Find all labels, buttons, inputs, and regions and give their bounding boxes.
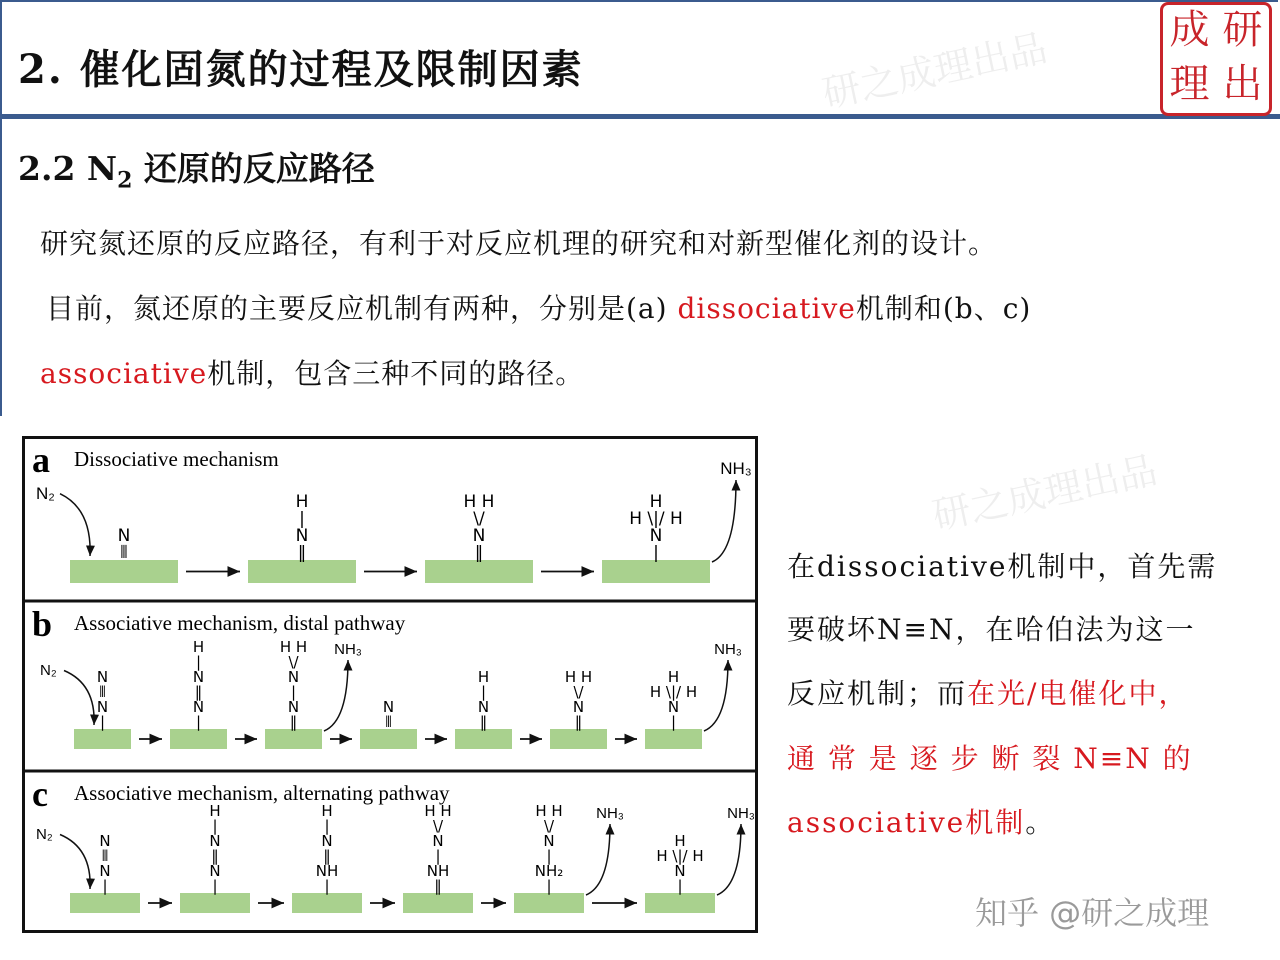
molecule-atom-label: N [99,832,111,850]
reactant-label: N₂ [36,826,53,843]
molecule-atom-label: H [649,492,663,512]
side-text-line-1: 在dissociative机制中，首先需 [787,550,1218,583]
highlight: 在光/电催化中， [967,677,1189,710]
molecule-atom-label: | [290,683,297,701]
desorption-arrow [704,660,728,731]
desorption-arrow [324,660,348,731]
side-text-line-5 [787,801,1055,841]
molecule-atom-label: H \|/ H [629,509,683,529]
molecule-atom-label: | [212,877,218,895]
molecule-atom-label: ‖ [194,683,203,701]
molecule-atom-label: N [572,698,585,716]
molecule-atom-label: | [653,543,659,563]
molecule-atom-label: | [480,683,487,701]
product-label-nh3: NH₃ [334,641,362,658]
catalyst-surface [425,560,533,583]
molecule-atom-label: ‖ [574,713,583,731]
molecule-atom-label: N [649,526,663,546]
panel-title: Associative mechanism, alternating pathway [74,781,450,805]
molecule-atom-label: | [670,713,677,731]
catalyst-surface [645,893,715,913]
highlight-associative: associative [40,357,208,390]
adsorption-arrow [60,835,90,890]
adsorption-arrow [60,494,90,556]
watermark: 研之成理出品 [818,25,1051,117]
molecule-atom-label: N [543,832,555,850]
molecule-atom-label: N [96,698,109,716]
heading-subscript: 2 [117,167,133,194]
molecule-atom-label: | [435,847,441,865]
molecule-atom-label: H H [463,492,495,512]
catalyst-surface [292,893,362,913]
molecule-atom-label: | [299,509,305,529]
molecule-atom-label: N [321,832,333,850]
catalyst-surface [248,560,356,583]
catalyst-surface [514,893,584,913]
molecule-atom-label: N [295,526,309,546]
molecule-atom-label: N [382,698,395,716]
molecule-atom-label: \/ [573,683,584,701]
heading-prefix: 2.2 N [18,149,118,188]
molecule-atom-label: H H [535,802,563,820]
molecule-atom-label: ⫴ [99,683,106,701]
paragraph-line-2 [46,287,1031,327]
text: 反应机制；而 [787,677,968,710]
molecule-atom-label: \/ [432,817,444,835]
catalyst-surface [403,893,473,913]
molecule-atom-label: N [192,698,205,716]
desorption-arrow [712,480,736,562]
desorption-arrow [586,824,610,895]
molecule-atom-label: NH [426,862,450,880]
molecule-atom-label: H [209,802,221,820]
molecule-atom-label: ‖ [297,543,307,563]
panel-letter: a [32,440,50,480]
molecule-atom-label: | [99,713,106,731]
molecule-atom-label: H \|/ H [656,847,704,865]
molecule-atom-label: H H [564,668,593,686]
text: 。 [1025,806,1056,839]
paragraph-line-3 [40,352,584,392]
adsorption-arrow [64,671,94,726]
molecule-atom-label: H H [424,802,452,820]
molecule-atom-label: ‖ [211,847,219,865]
product-label-nh3: NH₃ [720,459,752,478]
panel-title: Associative mechanism, distal pathway [74,611,406,635]
seal-char: 成 [1169,7,1210,53]
molecule-atom-label: ⫴ [385,713,392,731]
watermark: 研之成理出品 [928,447,1161,539]
molecule-atom-label: N [667,698,680,716]
molecule-atom-label: ‖ [479,713,488,731]
molecule-atom-label: | [102,877,108,895]
catalyst-surface [265,729,322,749]
panel-letter: b [32,604,53,644]
molecule-atom-label: H [674,832,686,850]
molecule-atom-label: N [192,668,205,686]
catalyst-surface [170,729,227,749]
molecule-atom-label: N [99,862,111,880]
panel-letter: c [32,774,48,814]
molecule-atom-label: \/ [288,653,299,671]
molecule-atom-label: N [472,526,486,546]
molecule-atom-label: \/ [543,817,555,835]
catalyst-surface [180,893,250,913]
seal-logo [1160,2,1272,116]
highlight: associative机制 [787,806,1026,839]
left-border [0,116,2,416]
heading-suffix: 还原的反应路径 [132,149,375,188]
molecule-atom-label: | [324,817,330,835]
molecule-atom-label: | [195,653,202,671]
catalyst-surface [550,729,607,749]
catalyst-surface [645,729,702,749]
text: 机制和(b、c) [855,292,1032,325]
zhihu-watermark: 知乎 @研之成理 [975,894,1210,932]
molecule-atom-label: N [287,668,300,686]
molecule-atom-label: N [117,526,131,546]
catalyst-surface [74,729,131,749]
molecule-atom-label: | [195,713,202,731]
molecule-atom-label: ⫴ [101,847,109,865]
text: 机制，包含三种不同的路径。 [207,357,585,390]
product-label-nh3: NH₃ [596,805,624,822]
mechanism-diagram [22,436,758,933]
highlight-dissociative: dissociative [677,292,856,325]
mechanism-figure [22,436,758,933]
molecule-atom-label: ‖ [474,543,484,563]
reactant-label: N₂ [36,483,55,503]
desorption-arrow [717,824,741,895]
molecule-atom-label: | [546,847,552,865]
page-title: 2. 催化固氮的过程及限制因素 [18,46,584,93]
molecule-atom-label: | [546,877,552,895]
reactant-label: N₂ [40,662,57,679]
molecule-atom-label: NH₂ [534,862,564,880]
molecule-atom-label: H [295,492,309,512]
molecule-atom-label: H [321,802,333,820]
catalyst-surface [360,729,417,749]
molecule-atom-label: \/ [473,509,485,529]
molecule-atom-label: N [674,862,686,880]
molecule-atom-label: H \|/ H [649,683,698,701]
molecule-atom-label: ‖ [289,713,298,731]
molecule-atom-label: H [667,668,680,686]
side-text-line-4: 通 常 是 逐 步 断 裂 N≡N 的 [787,742,1193,775]
molecule-atom-label: N [209,832,221,850]
catalyst-surface [455,729,512,749]
molecule-atom-label: N [209,862,221,880]
molecule-atom-label: ‖ [434,877,442,895]
text: 目前，氮还原的主要反应机制有两种，分别是(a) [46,292,678,325]
molecule-atom-label: H H [279,638,308,656]
panel-title: Dissociative mechanism [74,447,279,471]
molecule-atom-label: N [432,832,444,850]
molecule-atom-label: H [477,668,490,686]
molecule-atom-label: N [477,698,490,716]
molecule-atom-label: | [212,817,218,835]
paragraph-line-1: 研究氮还原的反应路径，有利于对反应机理的研究和对新型催化剂的设计。 [40,227,998,260]
section-heading [18,143,375,194]
molecule-atom-label: H [192,638,205,656]
seal-char: 出 [1222,61,1263,107]
product-label-nh3: NH₃ [727,805,755,822]
header-divider [0,114,1280,119]
catalyst-surface [602,560,710,583]
side-text-line-3 [787,672,1188,712]
molecule-atom-label: | [324,877,330,895]
catalyst-surface [70,560,178,583]
molecule-atom-label: ‖ [323,847,331,865]
molecule-atom-label: NH [315,862,339,880]
product-label-nh3: NH₃ [714,641,742,658]
side-text-line-2: 要破坏N≡N，在哈伯法为这一 [787,613,1196,646]
molecule-atom-label: | [677,877,683,895]
molecule-atom-label: ⫴ [120,543,128,563]
molecule-atom-label: N [287,698,300,716]
catalyst-surface [70,893,140,913]
molecule-atom-label: N [96,668,109,686]
seal-char: 理 [1169,61,1210,107]
seal-char: 研 [1222,7,1263,53]
